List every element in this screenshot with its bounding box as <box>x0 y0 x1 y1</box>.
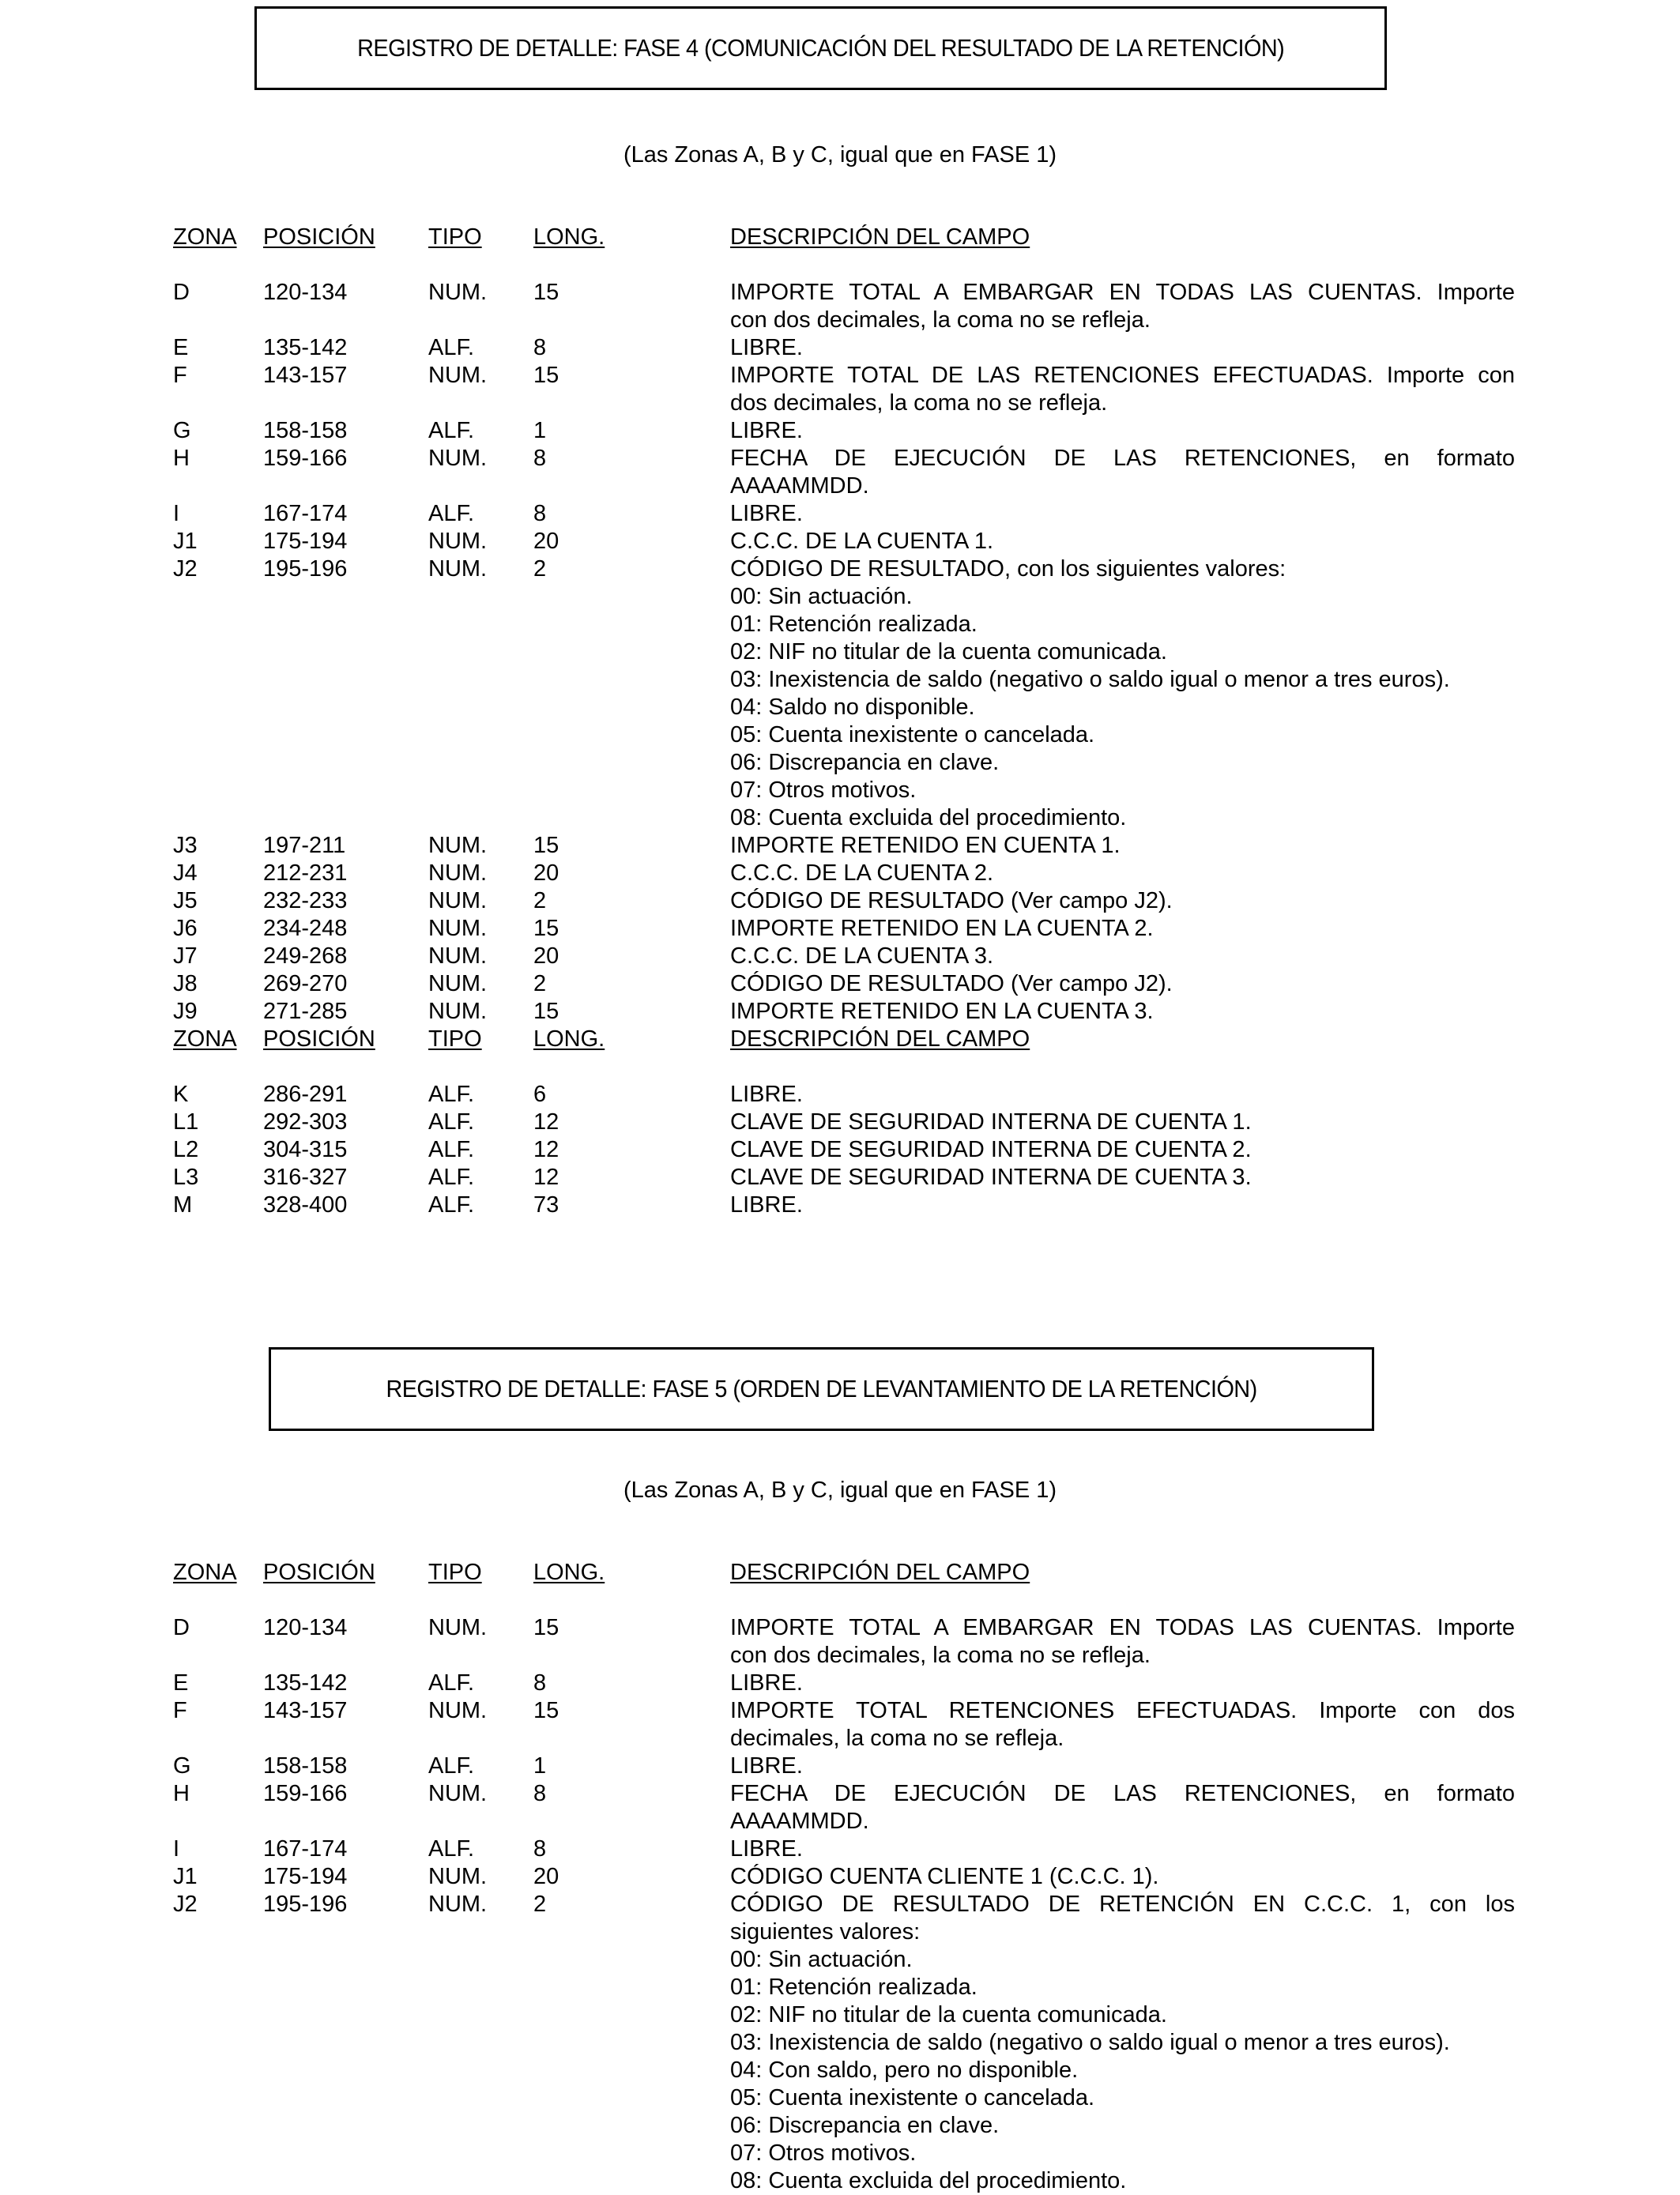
cell-tipo: NUM. <box>428 943 488 969</box>
cell-tipo: NUM. <box>428 556 488 582</box>
cell-long: 8 <box>533 446 547 471</box>
table-row <box>173 998 1515 1026</box>
table-row <box>173 1670 1515 1697</box>
cell-zona: M <box>173 1192 193 1218</box>
cell-long: 8 <box>533 335 547 360</box>
cell-zona: J9 <box>173 999 198 1024</box>
table-row-continuation <box>173 611 1515 638</box>
spacer <box>173 251 1515 279</box>
cell-posicion: 197-211 <box>263 833 346 858</box>
cell-posicion: 269-270 <box>263 971 348 996</box>
cell-posicion: 304-315 <box>263 1137 348 1162</box>
cell-descripcion: LIBRE. <box>730 1753 803 1779</box>
cell-descripcion: LIBRE. <box>730 1836 803 1862</box>
table-row <box>173 860 1515 887</box>
header-zona-label: ZONA <box>173 224 237 250</box>
cell-zona: I <box>173 501 180 526</box>
cell-posicion: 135-142 <box>263 1670 348 1696</box>
cell-descripcion: IMPORTE RETENIDO EN LA CUENTA 3. <box>730 999 1154 1024</box>
header-descripcion <box>730 1026 1515 1053</box>
header-descripcion <box>730 1559 1515 1587</box>
cell-posicion: 328-400 <box>263 1192 348 1218</box>
cell-descripcion: 02: NIF no titular de la cuenta comunicada. <box>730 2002 1167 2027</box>
table-row-continuation <box>173 694 1515 721</box>
cell-tipo: NUM. <box>428 1615 488 1640</box>
table-row-continuation <box>173 666 1515 694</box>
table-row <box>173 1081 1515 1109</box>
cell-descripcion: 03: Inexistencia de saldo (negativo o saldo igual o menor a tres euros). <box>730 2030 1450 2055</box>
cell-posicion: 159-166 <box>263 1781 348 1806</box>
cell-zona: G <box>173 418 191 443</box>
spacer <box>173 1587 1515 1614</box>
table-row-continuation <box>173 2029 1515 2057</box>
cell-zona: J7 <box>173 943 198 969</box>
fase5-title: REGISTRO DE DETALLE: FASE 5 (ORDEN DE LEVANTAMIENTO DE LA RETENCIÓN) <box>386 1375 1257 1402</box>
header-long-label: LONG. <box>533 1560 605 1585</box>
table-row <box>173 334 1515 362</box>
cell-descripcion: 07: Otros motivos. <box>730 2140 917 2166</box>
table-row <box>173 1863 1515 1891</box>
cell-descripcion: LIBRE. <box>730 1082 803 1107</box>
cell-posicion: 175-194 <box>263 1864 348 1889</box>
cell-zona: D <box>173 280 190 305</box>
table-row-continuation <box>173 1918 1515 1946</box>
cell-descripcion: LIBRE. <box>730 418 803 443</box>
cell-tipo: NUM. <box>428 971 488 996</box>
table-row-continuation <box>173 749 1515 777</box>
cell-descripcion: LIBRE. <box>730 1192 803 1218</box>
cell-posicion: 120-134 <box>263 1615 348 1640</box>
cell-tipo: ALF. <box>428 1670 475 1696</box>
fase4-table <box>173 224 1515 1219</box>
cell-long: 12 <box>533 1109 559 1135</box>
cell-descripcion: dos decimales, la coma no se refleja. <box>730 390 1108 416</box>
cell-zona: D <box>173 1615 190 1640</box>
cell-zona: I <box>173 1836 180 1862</box>
table-row <box>173 417 1515 445</box>
header-long-label: LONG. <box>533 1026 605 1052</box>
fase4-note: (Las Zonas A, B y C, igual que en FASE 1) <box>623 142 1057 168</box>
cell-descripcion: AAAAMMDD. <box>730 1809 869 1834</box>
cell-posicion: 175-194 <box>263 529 348 554</box>
cell-posicion: 271-285 <box>263 999 348 1024</box>
cell-descripcion: IMPORTE TOTAL RETENCIONES EFECTUADAS. Importe con dos <box>730 1698 1515 1723</box>
header-tipo <box>428 224 482 251</box>
cell-descripcion: 04: Saldo no disponible. <box>730 695 975 720</box>
cell-posicion: 292-303 <box>263 1109 348 1135</box>
cell-descripcion: 04: Con saldo, pero no disponible. <box>730 2058 1079 2083</box>
cell-descripcion: CÓDIGO DE RESULTADO (Ver campo J2). <box>730 971 1173 996</box>
cell-posicion: 143-157 <box>263 1698 348 1723</box>
cell-tipo: NUM. <box>428 916 488 941</box>
cell-zona: J4 <box>173 860 198 886</box>
cell-descripcion: 03: Inexistencia de saldo (negativo o saldo igual o menor a tres euros). <box>730 667 1450 692</box>
header-posicion-label: POSICIÓN <box>263 1560 375 1585</box>
cell-tipo: ALF. <box>428 1753 475 1779</box>
table-row <box>173 1164 1515 1192</box>
table-row <box>173 528 1515 555</box>
cell-tipo: NUM. <box>428 1698 488 1723</box>
table-row <box>173 279 1515 307</box>
cell-zona: J2 <box>173 1892 198 1917</box>
cell-descripcion: 08: Cuenta excluida del procedimiento. <box>730 805 1127 830</box>
header-descripcion <box>730 224 1515 251</box>
cell-posicion: 159-166 <box>263 446 348 471</box>
header-zona-label: ZONA <box>173 1560 237 1585</box>
header-tipo <box>428 1559 482 1587</box>
cell-tipo: NUM. <box>428 529 488 554</box>
table-header <box>173 1026 1515 1053</box>
cell-descripcion: con dos decimales, la coma no se refleja. <box>730 1643 1151 1668</box>
cell-tipo: NUM. <box>428 280 488 305</box>
table-row <box>173 1891 1515 1918</box>
cell-descripcion: C.C.C. DE LA CUENTA 1. <box>730 529 994 554</box>
cell-posicion: 316-327 <box>263 1165 348 1190</box>
header-tipo <box>428 1026 482 1053</box>
cell-long: 2 <box>533 1892 547 1917</box>
cell-posicion: 167-174 <box>263 501 348 526</box>
cell-descripcion: LIBRE. <box>730 335 803 360</box>
table-row <box>173 943 1515 970</box>
header-posicion-label: POSICIÓN <box>263 1026 375 1052</box>
cell-tipo: ALF. <box>428 1836 475 1862</box>
cell-long: 20 <box>533 943 559 969</box>
cell-long: 8 <box>533 1781 547 1806</box>
fase5-title-box <box>269 1347 1374 1431</box>
cell-long: 20 <box>533 529 559 554</box>
cell-descripcion: LIBRE. <box>730 1670 803 1696</box>
header-long <box>533 1559 605 1587</box>
cell-descripcion: 02: NIF no titular de la cuenta comunicada. <box>730 639 1167 665</box>
cell-tipo: ALF. <box>428 1109 475 1135</box>
header-zona <box>173 224 237 251</box>
header-posicion <box>263 1559 375 1587</box>
cell-posicion: 249-268 <box>263 943 348 969</box>
cell-long: 20 <box>533 860 559 886</box>
cell-long: 20 <box>533 1864 559 1889</box>
table-row-continuation <box>173 1725 1515 1753</box>
table-row-continuation <box>173 638 1515 666</box>
cell-tipo: ALF. <box>428 1165 475 1190</box>
cell-tipo: ALF. <box>428 418 475 443</box>
table-row-continuation <box>173 1974 1515 2001</box>
cell-descripcion: C.C.C. DE LA CUENTA 2. <box>730 860 994 886</box>
cell-zona: J6 <box>173 916 198 941</box>
fase4-title: REGISTRO DE DETALLE: FASE 4 (COMUNICACIÓN DEL RESULTADO DE LA RETENCIÓN) <box>356 34 1285 62</box>
cell-zona: H <box>173 446 190 471</box>
cell-zona: J5 <box>173 888 198 913</box>
table-row-continuation <box>173 583 1515 611</box>
cell-tipo: NUM. <box>428 446 488 471</box>
cell-long: 8 <box>533 1836 547 1862</box>
cell-posicion: 286-291 <box>263 1082 348 1107</box>
fase5-note: (Las Zonas A, B y C, igual que en FASE 1) <box>623 1478 1057 1503</box>
table-row-continuation <box>173 2112 1515 2140</box>
cell-long: 15 <box>533 999 559 1024</box>
cell-posicion: 120-134 <box>263 280 348 305</box>
cell-descripcion: FECHA DE EJECUCIÓN DE LAS RETENCIONES, en formato <box>730 1781 1515 1806</box>
cell-zona: J3 <box>173 833 198 858</box>
cell-descripcion: IMPORTE TOTAL A EMBARGAR EN TODAS LAS CUENTAS. Importe <box>730 280 1515 305</box>
cell-posicion: 234-248 <box>263 916 348 941</box>
cell-posicion: 195-196 <box>263 556 348 582</box>
cell-descripcion: 08: Cuenta excluida del procedimiento. <box>730 2168 1127 2193</box>
cell-tipo: NUM. <box>428 1892 488 1917</box>
table-row <box>173 1753 1515 1780</box>
cell-zona: J1 <box>173 1864 198 1889</box>
cell-posicion: 167-174 <box>263 1836 348 1862</box>
table-header <box>173 1559 1515 1587</box>
cell-descripcion: CÓDIGO DE RESULTADO, con los siguientes valores: <box>730 556 1286 582</box>
cell-long: 1 <box>533 1753 547 1779</box>
table-row <box>173 1109 1515 1136</box>
table-row-continuation <box>173 1946 1515 1974</box>
header-zona-label: ZONA <box>173 1026 237 1052</box>
cell-descripcion: decimales, la coma no se refleja. <box>730 1726 1064 1751</box>
cell-tipo: NUM. <box>428 363 488 388</box>
cell-long: 1 <box>533 418 547 443</box>
table-row <box>173 1697 1515 1725</box>
cell-zona: L2 <box>173 1137 199 1162</box>
cell-descripcion: AAAAMMDD. <box>730 473 869 499</box>
cell-zona: H <box>173 1781 190 1806</box>
cell-tipo: NUM. <box>428 999 488 1024</box>
header-long-label: LONG. <box>533 224 605 250</box>
cell-long: 8 <box>533 1670 547 1696</box>
table-row-continuation <box>173 721 1515 749</box>
table-row-continuation <box>173 390 1515 417</box>
fase4-title-box <box>254 6 1387 90</box>
cell-posicion: 232-233 <box>263 888 348 913</box>
cell-posicion: 158-158 <box>263 418 348 443</box>
cell-zona: L3 <box>173 1165 199 1190</box>
cell-descripcion: siguientes valores: <box>730 1919 921 1945</box>
header-descripcion-label: DESCRIPCIÓN DEL CAMPO <box>730 1026 1030 1052</box>
cell-tipo: ALF. <box>428 1137 475 1162</box>
cell-descripcion: IMPORTE RETENIDO EN LA CUENTA 2. <box>730 916 1154 941</box>
cell-tipo: NUM. <box>428 860 488 886</box>
spacer <box>173 1053 1515 1081</box>
header-descripcion-label: DESCRIPCIÓN DEL CAMPO <box>730 1560 1030 1585</box>
table-row <box>173 500 1515 528</box>
cell-descripcion: CÓDIGO CUENTA CLIENTE 1 (C.C.C. 1). <box>730 1864 1159 1889</box>
table-row <box>173 832 1515 860</box>
header-zona <box>173 1026 237 1053</box>
cell-long: 15 <box>533 363 559 388</box>
cell-descripcion: CÓDIGO DE RESULTADO (Ver campo J2). <box>730 888 1173 913</box>
cell-tipo: ALF. <box>428 501 475 526</box>
table-row <box>173 1835 1515 1863</box>
cell-long: 2 <box>533 971 547 996</box>
cell-descripcion: CLAVE DE SEGURIDAD INTERNA DE CUENTA 2. <box>730 1137 1252 1162</box>
cell-descripcion: 01: Retención realizada. <box>730 1975 977 2000</box>
cell-descripcion: 01: Retención realizada. <box>730 612 977 637</box>
fase5-table <box>173 1559 1515 2195</box>
cell-descripcion: 07: Otros motivos. <box>730 777 917 803</box>
table-header <box>173 224 1515 251</box>
table-row <box>173 970 1515 998</box>
table-row-continuation <box>173 2001 1515 2029</box>
header-posicion-label: POSICIÓN <box>263 224 375 250</box>
cell-long: 15 <box>533 280 559 305</box>
cell-long: 12 <box>533 1137 559 1162</box>
header-descripcion-label: DESCRIPCIÓN DEL CAMPO <box>730 224 1030 250</box>
table-row-continuation <box>173 1808 1515 1835</box>
cell-tipo: ALF. <box>428 1192 475 1218</box>
table-row-continuation <box>173 307 1515 334</box>
cell-descripcion: 06: Discrepancia en clave. <box>730 2113 1000 2138</box>
cell-zona: L1 <box>173 1109 199 1135</box>
cell-long: 2 <box>533 888 547 913</box>
header-long <box>533 1026 605 1053</box>
table-row <box>173 887 1515 915</box>
cell-descripcion: IMPORTE RETENIDO EN CUENTA 1. <box>730 833 1121 858</box>
cell-zona: J8 <box>173 971 198 996</box>
table-row-continuation <box>173 2084 1515 2112</box>
table-row <box>173 1614 1515 1642</box>
cell-descripcion: IMPORTE TOTAL A EMBARGAR EN TODAS LAS CUENTAS. Importe <box>730 1615 1515 1640</box>
header-tipo-label: TIPO <box>428 1026 482 1052</box>
cell-zona: J1 <box>173 529 198 554</box>
table-row-continuation <box>173 473 1515 500</box>
cell-descripcion: con dos decimales, la coma no se refleja. <box>730 307 1151 333</box>
cell-posicion: 158-158 <box>263 1753 348 1779</box>
table-row <box>173 1136 1515 1164</box>
cell-long: 12 <box>533 1165 559 1190</box>
cell-descripcion: CLAVE DE SEGURIDAD INTERNA DE CUENTA 3. <box>730 1165 1252 1190</box>
table-row-continuation <box>173 777 1515 804</box>
cell-posicion: 135-142 <box>263 335 348 360</box>
header-posicion <box>263 224 375 251</box>
cell-descripcion: 06: Discrepancia en clave. <box>730 750 1000 775</box>
cell-zona: G <box>173 1753 191 1779</box>
header-long <box>533 224 605 251</box>
header-tipo-label: TIPO <box>428 224 482 250</box>
cell-zona: F <box>173 1698 187 1723</box>
cell-long: 2 <box>533 556 547 582</box>
table-row <box>173 362 1515 390</box>
cell-zona: F <box>173 363 187 388</box>
table-row-continuation <box>173 804 1515 832</box>
table-row <box>173 1192 1515 1219</box>
table-row-continuation <box>173 2167 1515 2195</box>
header-posicion <box>263 1026 375 1053</box>
table-row <box>173 555 1515 583</box>
cell-descripcion: LIBRE. <box>730 501 803 526</box>
cell-posicion: 212-231 <box>263 860 348 886</box>
table-row <box>173 445 1515 473</box>
cell-tipo: NUM. <box>428 833 488 858</box>
table-row-continuation <box>173 2057 1515 2084</box>
cell-tipo: NUM. <box>428 1781 488 1806</box>
cell-tipo: ALF. <box>428 1082 475 1107</box>
cell-long: 15 <box>533 916 559 941</box>
cell-long: 15 <box>533 1615 559 1640</box>
cell-descripcion: CLAVE DE SEGURIDAD INTERNA DE CUENTA 1. <box>730 1109 1252 1135</box>
cell-long: 15 <box>533 1698 559 1723</box>
cell-zona: E <box>173 335 189 360</box>
cell-tipo: NUM. <box>428 1864 488 1889</box>
cell-long: 73 <box>533 1192 559 1218</box>
table-row <box>173 1780 1515 1808</box>
cell-descripcion: 05: Cuenta inexistente o cancelada. <box>730 2085 1095 2110</box>
table-row-continuation <box>173 2140 1515 2167</box>
cell-tipo: NUM. <box>428 888 488 913</box>
cell-posicion: 195-196 <box>263 1892 348 1917</box>
cell-tipo: ALF. <box>428 335 475 360</box>
cell-descripcion: 00: Sin actuación. <box>730 1947 913 1972</box>
cell-long: 8 <box>533 501 547 526</box>
cell-descripcion: 05: Cuenta inexistente o cancelada. <box>730 722 1095 747</box>
table-row-continuation <box>173 1642 1515 1670</box>
cell-zona: J2 <box>173 556 198 582</box>
header-zona <box>173 1559 237 1587</box>
cell-posicion: 143-157 <box>263 363 348 388</box>
cell-descripcion: FECHA DE EJECUCIÓN DE LAS RETENCIONES, en formato <box>730 446 1515 471</box>
cell-zona: E <box>173 1670 189 1696</box>
cell-long: 15 <box>533 833 559 858</box>
cell-long: 6 <box>533 1082 547 1107</box>
cell-descripcion: IMPORTE TOTAL DE LAS RETENCIONES EFECTUADAS. Importe con <box>730 363 1515 388</box>
cell-descripcion: C.C.C. DE LA CUENTA 3. <box>730 943 994 969</box>
table-row <box>173 915 1515 943</box>
cell-descripcion: CÓDIGO DE RESULTADO DE RETENCIÓN EN C.C.C. 1, con los <box>730 1892 1515 1917</box>
cell-zona: K <box>173 1082 189 1107</box>
header-tipo-label: TIPO <box>428 1560 482 1585</box>
cell-descripcion: 00: Sin actuación. <box>730 584 913 609</box>
